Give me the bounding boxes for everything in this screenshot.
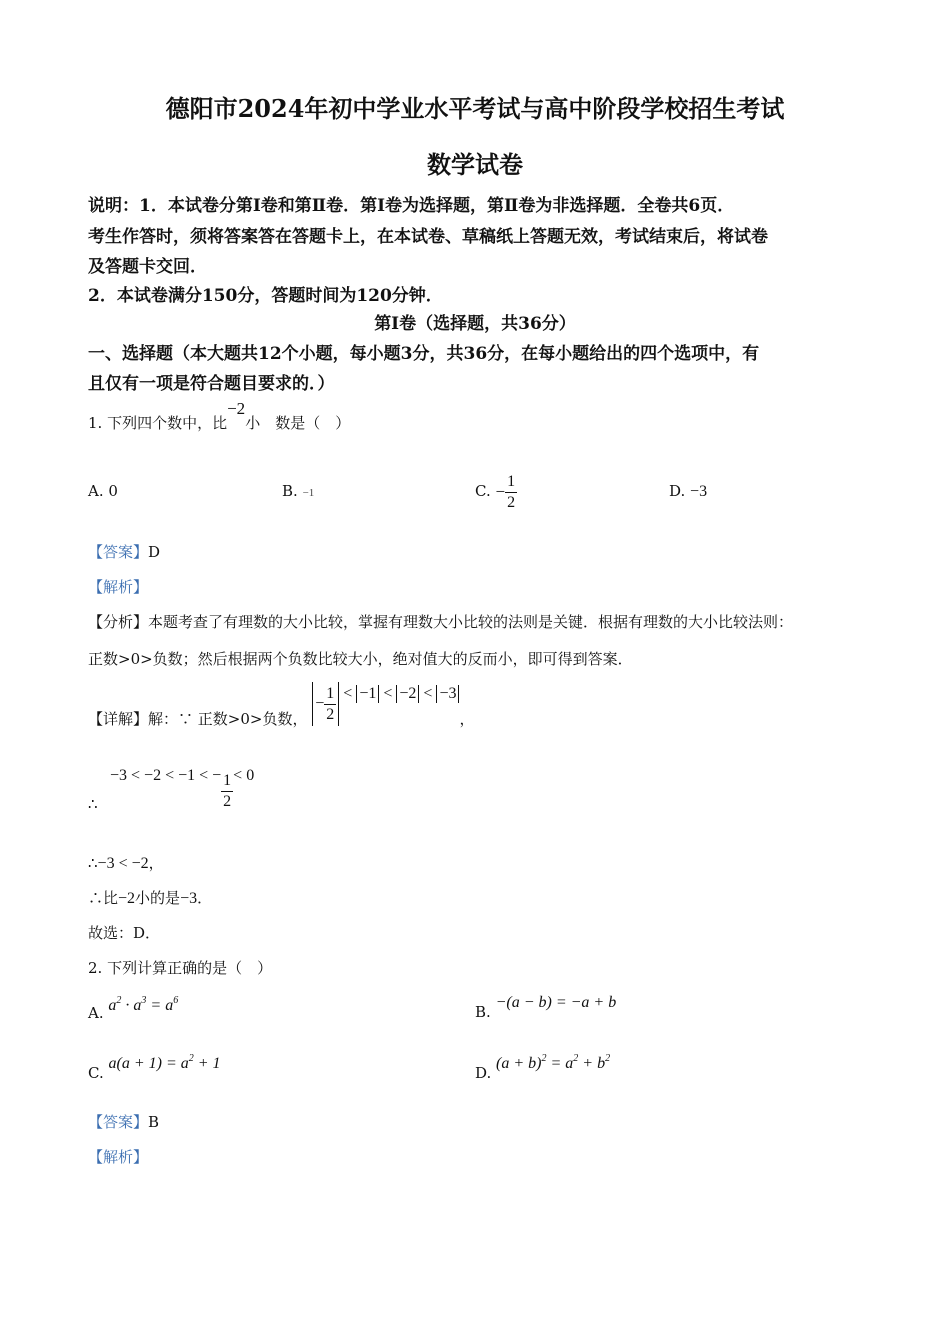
q1-stem (88, 399, 351, 433)
section-heading-line-2: 且仅有一项是符合题目要求的．） (88, 374, 335, 394)
q1-option-c-sign: − (495, 482, 506, 501)
q1-option-c-fraction (505, 474, 517, 511)
q2-option-c-math-b: + 1 (193, 1055, 221, 1072)
fraction-numerator: 1 (223, 772, 232, 789)
q1-fenxi-line-1 (88, 611, 793, 632)
q2-option-c (88, 1053, 221, 1083)
therefore-symbol: ∴ (88, 795, 98, 813)
abs-half-sign: − (315, 695, 325, 712)
q2-option-b-math: −(a − b) = −a + b (495, 994, 617, 1011)
fraction-numerator: 1 (326, 684, 335, 702)
detail-abs-chain (312, 682, 459, 726)
step2-math: −3 < −2 (97, 855, 149, 872)
q2-option-d-math (496, 1055, 610, 1072)
step3-text-b: 小的是 (135, 889, 181, 907)
exponent: 2 (188, 1053, 194, 1064)
q2-option-d (475, 1053, 611, 1083)
chain-fraction (221, 773, 233, 810)
fraction-denominator: 2 (223, 793, 232, 810)
q1-fenxi-line-2: 正数>0>负数；然后根据两个负数比较大小，绝对值大的反而小，即可得到答案． (88, 650, 633, 668)
q1-option-c-label: C. (475, 482, 491, 500)
step3-math-1: −2 (118, 890, 136, 907)
q1-option-c (475, 454, 517, 511)
detail-comma: ， (459, 710, 475, 728)
abs-half-fraction (324, 686, 336, 723)
step3-math-2: −3 (180, 890, 198, 907)
q1-option-b (282, 482, 314, 500)
instruction-line-3: 及答题卡交回． (88, 257, 207, 277)
fraction-numerator: 1 (507, 472, 516, 490)
exponent: 2 (573, 1053, 579, 1064)
q1-option-b-label: B. (282, 482, 298, 500)
lt-sign: < (423, 685, 433, 702)
page-title: 德阳市2024年初中学业水平考试与高中阶段学校招生考试 (165, 94, 785, 123)
therefore-symbol: ∴ (88, 854, 98, 872)
q1-stem-text-c: 数是（ ） (275, 414, 351, 432)
q1-choose: 故选：D． (88, 924, 161, 942)
fraction-denominator: 2 (507, 493, 516, 511)
q2-option-d-label: D. (475, 1064, 492, 1082)
q1-option-d (669, 482, 707, 501)
q1-stem-text-a: 1. 下列四个数中，比 (88, 414, 228, 432)
q1-option-a: A. 0 (88, 482, 118, 500)
q2-option-d-math-a: (a + b) (496, 1055, 542, 1072)
q2-option-c-label: C. (88, 1064, 104, 1082)
q2-option-a (88, 995, 179, 1023)
q1-stem-math: −2 (227, 399, 246, 418)
q2-option-a-label: A. (88, 1004, 104, 1022)
fenxi-label: 【分析】 (88, 613, 149, 631)
q1-step-3 (88, 887, 212, 908)
step2-comma: ， (148, 854, 164, 872)
q1-stem-text-b: 小 (245, 414, 261, 432)
detail-label: 【详解】 (88, 710, 149, 728)
fenxi-text: 本题考查了有理数的大小比较，掌握有理数大小比较的法则是关键．根据有理数的大小比较法则： (148, 613, 794, 631)
answer-label: 【答案】 (88, 543, 149, 561)
q1-option-d-label: D. (669, 482, 686, 500)
step3-period: ． (197, 889, 213, 907)
q2-option-b (475, 994, 617, 1022)
lt-sign: < (383, 685, 393, 702)
q1-detail-line (88, 682, 474, 732)
q1-step-2 (88, 852, 164, 873)
page-subtitle: 数学试卷 (427, 150, 523, 179)
q2-option-b-label: B. (475, 1003, 491, 1021)
q2-option-d-math-b: = a (546, 1055, 574, 1072)
answer-value: D (148, 543, 161, 561)
section-heading-line-1: 一、选择题（本大题共12个小题，每小题3分，共36分，在每小题给出的四个选项中，有 (88, 344, 760, 364)
q2-option-c-math (109, 1055, 221, 1072)
q1-option-d-math: −3 (690, 483, 708, 500)
exponent: 6 (173, 995, 179, 1006)
exponent: 2 (116, 995, 122, 1006)
answer-label: 【答案】 (88, 1113, 149, 1131)
chain-left: −3 < −2 < −1 < − (110, 766, 222, 784)
q2-option-d-math-c: + b (578, 1055, 606, 1072)
abs-neg-one: −1 (356, 685, 379, 703)
detail-text: 解：∵ 正数>0>负数， (148, 710, 308, 728)
chain-right: < 0 (233, 766, 255, 784)
exponent: 2 (605, 1053, 611, 1064)
exponent: 3 (141, 995, 147, 1006)
q2-option-a-math: $a^2 \cdot a^3 = a^6$ (108, 995, 179, 1014)
q1-option-b-math: −1 (302, 487, 315, 499)
q1-answer (88, 541, 160, 562)
abs-half (312, 682, 339, 726)
fraction-denominator: 2 (326, 705, 335, 723)
instruction-line-2: 考生作答时，须将答案答在答题卡上，在本试卷、草稿纸上答题无效，考试结束后，将试卷 (88, 227, 768, 247)
step3-text-a: ∴比 (88, 889, 119, 907)
q2-answer (88, 1111, 159, 1132)
instruction-line-1: 说明：1．本试卷分第Ⅰ卷和第Ⅱ卷．第Ⅰ卷为选择题，第Ⅱ卷为非选择题．全卷共6页． (88, 196, 735, 216)
q2-analysis-label: 【解析】 (88, 1148, 149, 1166)
answer-value: B (148, 1113, 160, 1131)
volume-title: 第Ⅰ卷（选择题，共36分） (374, 314, 576, 334)
q1-analysis-label: 【解析】 (88, 578, 149, 596)
lt-sign: < (343, 685, 353, 702)
abs-neg-three: −3 (436, 685, 459, 703)
q1-inequality-chain (110, 765, 254, 810)
abs-neg-two: −2 (396, 685, 419, 703)
q2-stem: 2. 下列计算正确的是（ ） (88, 959, 273, 977)
instruction-line-4: 2．本试卷满分150分，答题时间为120分钟． (88, 286, 443, 306)
q2-option-c-math-a: a(a + 1) = a (108, 1055, 189, 1072)
exponent: 2 (541, 1053, 547, 1064)
